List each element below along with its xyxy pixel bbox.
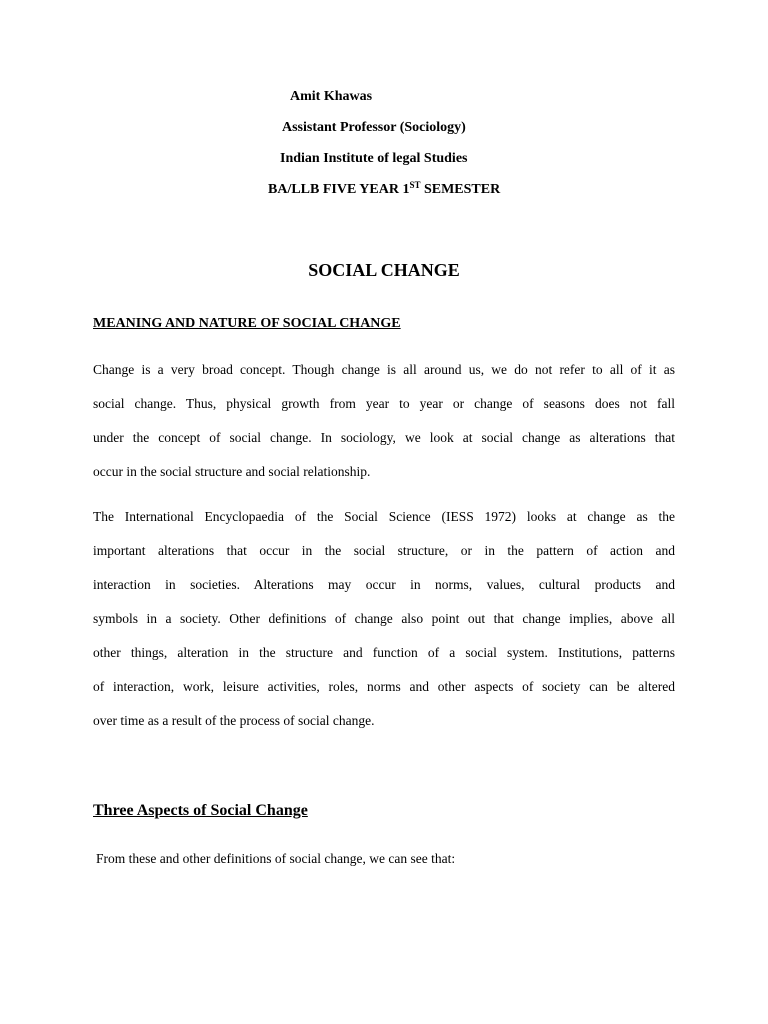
author-position: Assistant Professor (Sociology): [282, 120, 466, 135]
paragraph-line: social change. Thus, physical growth from year to year or change of seasons does not fall: [93, 396, 675, 411]
paragraph-line: Change is a very broad concept. Though change is all around us, we do not refer to all of it as: [93, 362, 675, 377]
document-title: SOCIAL CHANGE: [308, 260, 460, 280]
section-intro-text: From these and other definitions of social change, we can see that:: [96, 851, 456, 866]
paragraph-line: over time as a result of the process of social change.: [93, 713, 375, 728]
paragraph-iess-definition: [93, 508, 675, 746]
course-prefix: BA/LLB FIVE YEAR 1: [268, 182, 410, 197]
paragraph-line: occur in the social structure and social relationship.: [93, 464, 371, 479]
author-name: Amit Khawas: [290, 89, 373, 104]
paragraph-line: other things, alteration in the structure and function of a social system. Institutions, patterns: [93, 645, 675, 660]
paragraph-line: of interaction, work, leisure activities, roles, norms and other aspects of society can be altered: [93, 679, 675, 694]
paragraph-line: under the concept of social change. In sociology, we look at social change as alterations that: [93, 430, 675, 445]
paragraph-line: The International Encyclopaedia of the Social Science (IESS 1972) looks at change as the: [93, 509, 675, 524]
paragraph-line: interaction in societies. Alterations may occur in norms, values, cultural products and: [93, 577, 675, 592]
paragraph-line: symbols in a society. Other definitions of change also point out that change implies, above all: [93, 611, 675, 626]
course-superscript: ST: [409, 180, 421, 190]
section-heading-meaning: MEANING AND NATURE OF SOCIAL CHANGE: [93, 316, 401, 331]
course-suffix: SEMESTER: [420, 182, 501, 197]
paragraph-line: important alterations that occur in the social structure, or in the pattern of action and: [93, 543, 675, 558]
institute-name: Indian Institute of legal Studies: [280, 151, 468, 166]
section-heading-three-aspects: Three Aspects of Social Change: [93, 802, 308, 819]
course-info: [268, 182, 500, 198]
paragraph-meaning: [93, 361, 675, 497]
